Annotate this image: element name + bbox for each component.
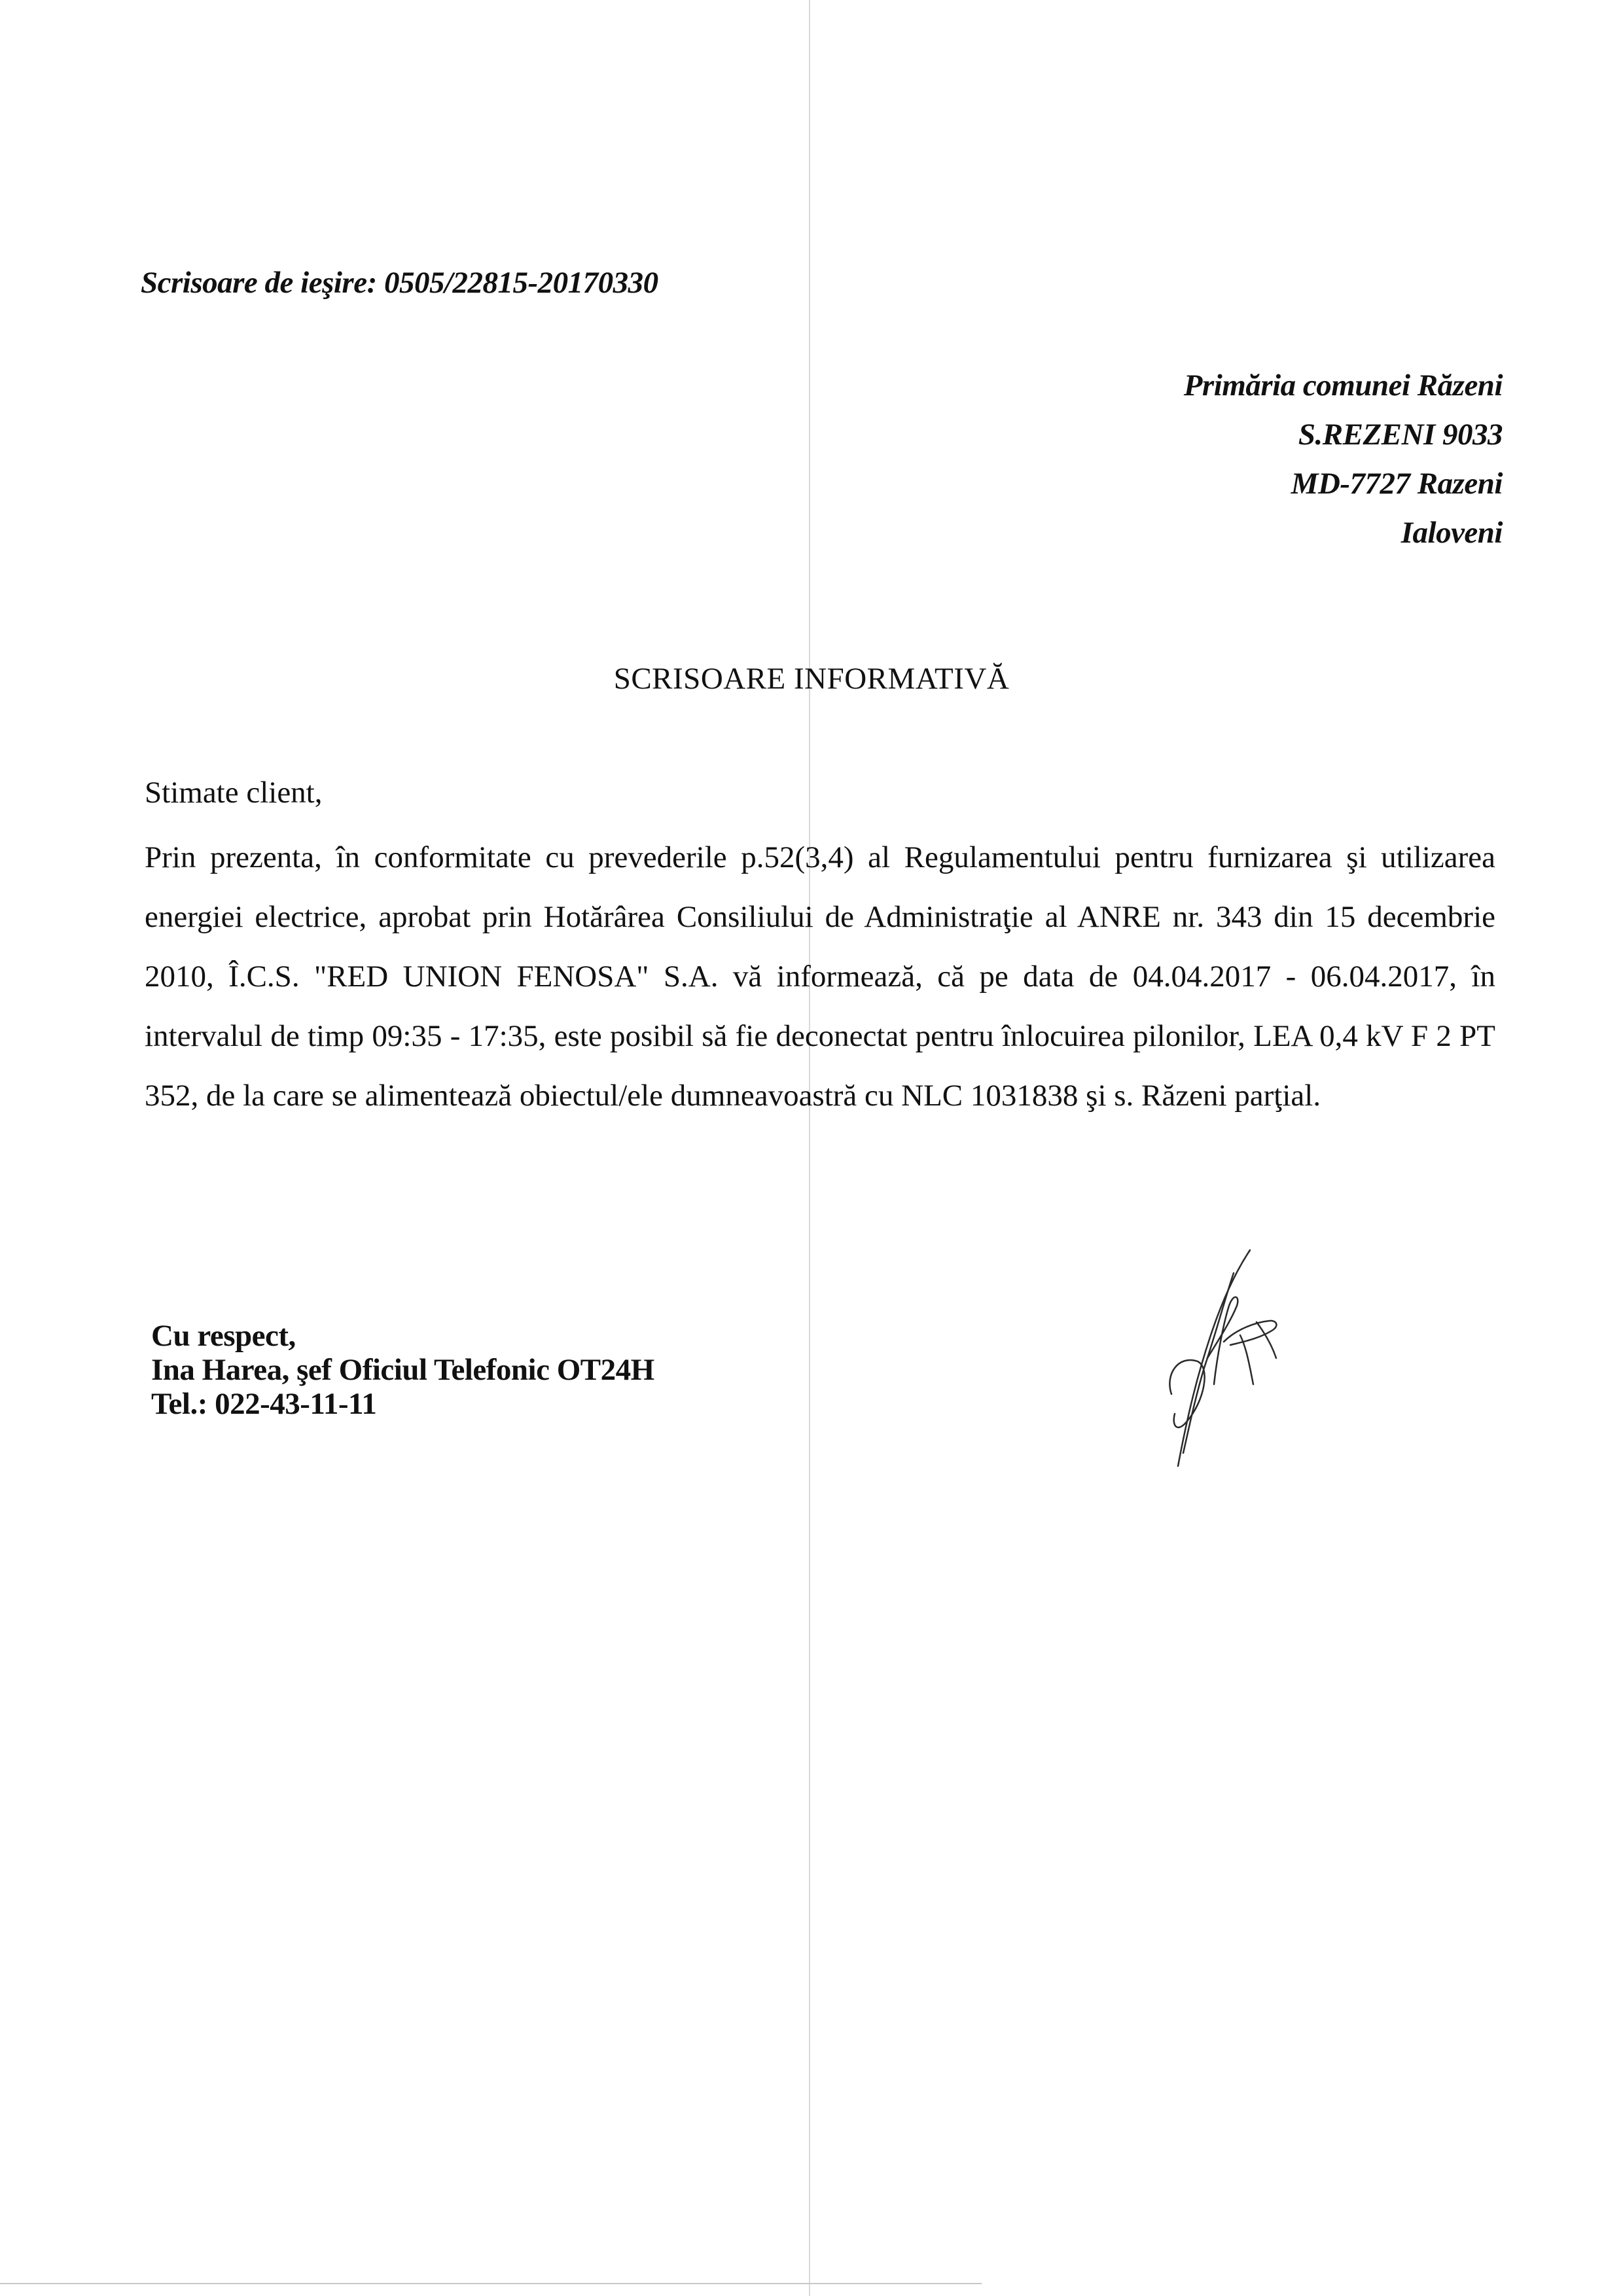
letter-title: SCRISOARE INFORMATIVĂ bbox=[613, 662, 1010, 696]
salutation: Stimate client, bbox=[145, 776, 323, 810]
letter-body: Prin prezenta, în conformitate cu prevederile p.52(3,4) al Regulamentului pentru furnizarea şi utilizarea energiei electrice, aprobat prin Hotărârea Consiliului de Administraţie al ANRE nr. 343 din 15 decembrie 2010, Î.C.S. "RED UNION FENOSA" S.A. vă informează, că pe data de 04.04.2017 - 06.04.2017, în intervalul de timp 09:35 - 17:35, este posibil să fie deconectat pentru înlocuirea pilonilor, LEA 0,4 kV F 2 PT 352, de la care se alimentează obiectul/ele dumneavoastră cu NLC 1031838 şi s. Răzeni parţial. bbox=[145, 840, 1495, 1113]
closing-block bbox=[151, 1319, 654, 1421]
scan-edge-line bbox=[0, 2283, 982, 2284]
closing-greeting: Cu respect, bbox=[151, 1319, 296, 1353]
scan-fold-line bbox=[809, 0, 810, 2296]
recipient-postal-code: MD-7727 Razeni bbox=[1291, 467, 1503, 501]
recipient-address-block bbox=[1184, 361, 1503, 558]
signatory-name: Ina Harea, şef Oficiul Telefonic OT24H bbox=[151, 1353, 654, 1387]
signatory-phone: Tel.: 022-43-11-11 bbox=[151, 1387, 377, 1421]
recipient-street: S.REZENI 9033 bbox=[1298, 418, 1503, 452]
handwritten-signature bbox=[1126, 1244, 1322, 1492]
outgoing-letter-reference: Scrisoare de ieşire: 0505/22815-20170330 bbox=[141, 266, 658, 300]
recipient-district: Ialoveni bbox=[1400, 516, 1503, 550]
recipient-name: Primăria comunei Răzeni bbox=[1183, 368, 1503, 403]
